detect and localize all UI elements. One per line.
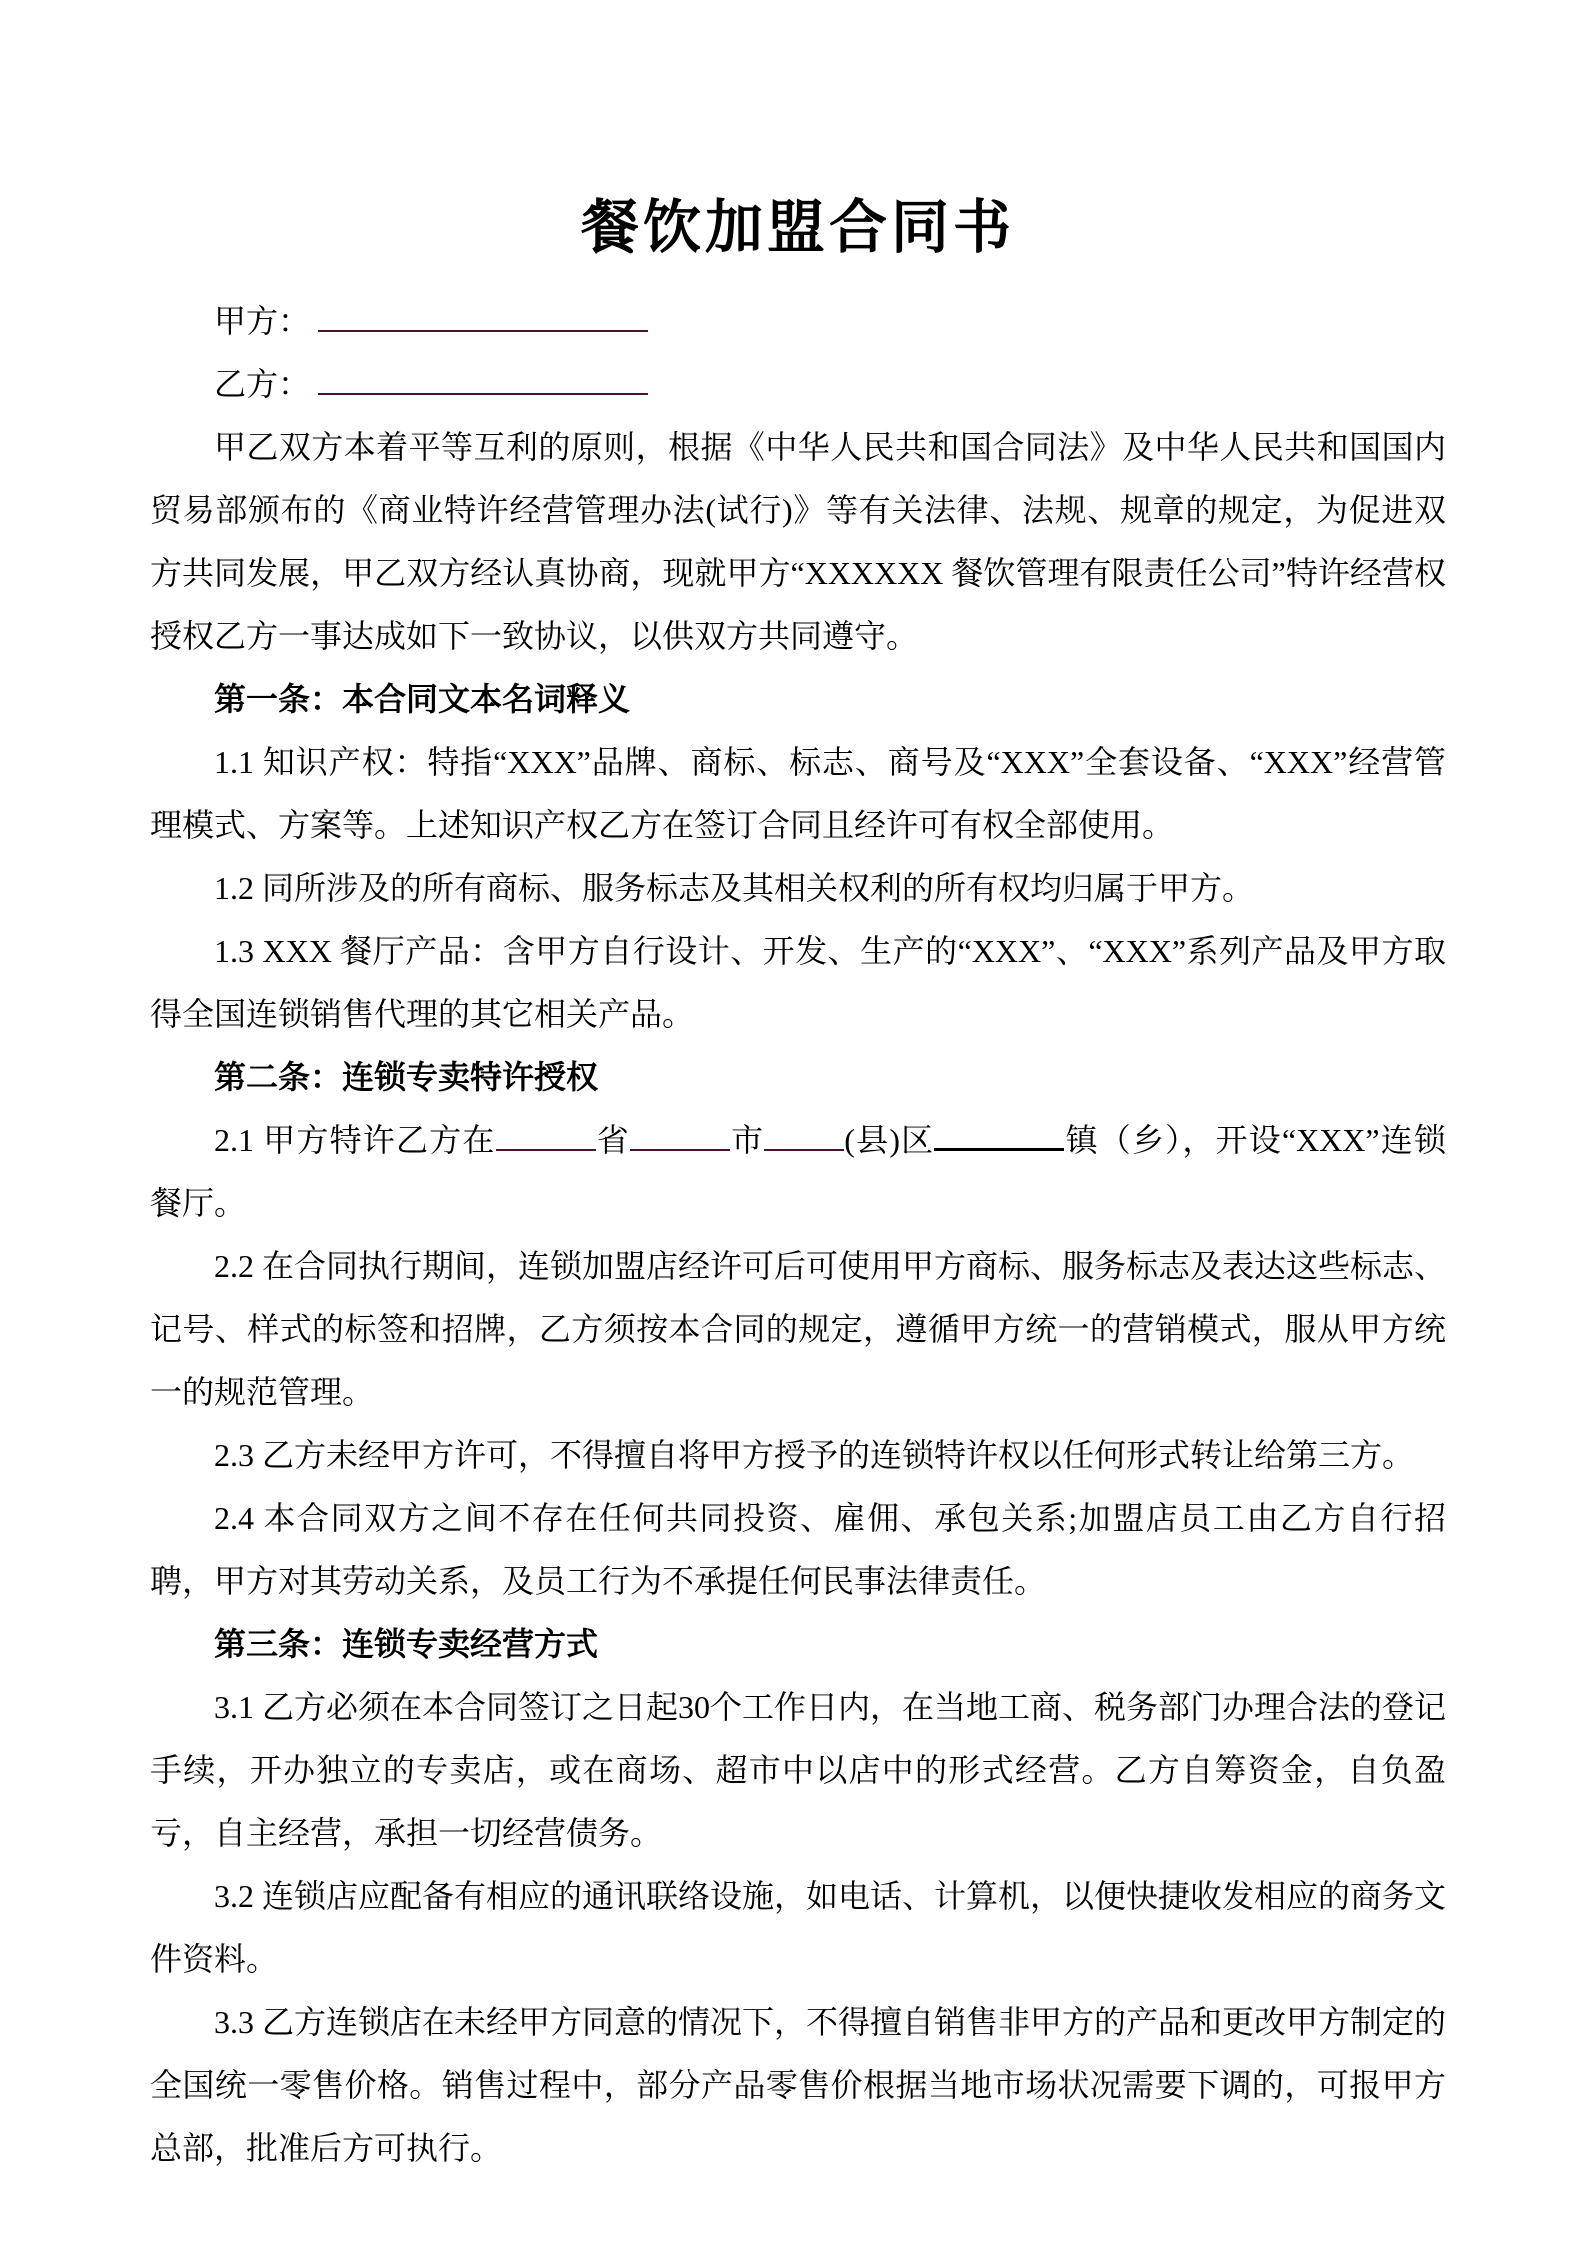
clause-3-3: 3.3 乙方连锁店在未经甲方同意的情况下，不得擅自销售非甲方的产品和更改甲方制定的全国统一零售价格。销售过程中，部分产品零售价根据当地市场状况需要下调的，可报甲方总部，批准后方可执行。 bbox=[150, 2004, 1447, 2166]
intro-paragraph: 甲乙双方本着平等互利的原则，根据《中华人民共和国合同法》及中华人民共和国国内贸易部颁布的《商业特许经营管理办法(试行)》等有关法律、法规、规章的规定，为促进双方共同发展，甲乙双方经认真协商，现就甲方“XXXXXX 餐饮管理有限责任公司”特许经营权授权乙方一事达成如下一致协议，以供双方共同遵守。 bbox=[150, 429, 1446, 654]
clause-1-1: 1.1 知识产权：特指“XXX”品牌、商标、标志、商号及“XXX”全套设备、“XXX”经营管理模式、方案等。上述知识产权乙方在签订合同且经许可有权全部使用。 bbox=[150, 744, 1446, 843]
clause-3-2: 3.2 连锁店应配备有相应的通讯联络设施，如电话、计算机，以便快捷收发相应的商务文件资料。 bbox=[150, 1878, 1447, 1977]
province-label: 省 bbox=[595, 1122, 630, 1158]
party-b-blank-line[interactable] bbox=[318, 363, 648, 395]
party-b-label: 乙方： bbox=[214, 366, 311, 402]
section-3-heading: 第三条：连锁专卖经营方式 bbox=[214, 1626, 599, 1662]
clause-2-2: 2.2 在合同执行期间，连锁加盟店经许可后可使用甲方商标、服务标志及表达这些标志、记号、样式的标签和招牌，乙方须按本合同的规定，遵循甲方统一的营销模式，服从甲方统一的规范管理。 bbox=[150, 1248, 1447, 1410]
document-title: 餐饮加盟合同书 bbox=[580, 195, 1015, 260]
province-blank-line[interactable] bbox=[496, 1119, 596, 1151]
clause-1-2: 1.2 同所涉及的所有商标、服务标志及其相关权利的所有权均归属于甲方。 bbox=[214, 870, 1255, 906]
city-blank-line[interactable] bbox=[630, 1119, 730, 1151]
clause-2-1 bbox=[150, 1109, 1446, 1235]
county-blank-line[interactable] bbox=[764, 1119, 844, 1151]
party-a-blank-line[interactable] bbox=[318, 300, 648, 332]
city-label: 市 bbox=[729, 1122, 765, 1158]
section-1-heading: 第一条：本合同文本名词释义 bbox=[214, 681, 631, 717]
clause-3-1: 3.1 乙方必须在本合同签订之日起30个工作日内，在当地工商、税务部门办理合法的登记手续，开办独立的专卖店，或在商场、超市中以店中的形式经营。乙方自筹资金，自负盈亏，自主经营，承担一切经营债务。 bbox=[150, 1689, 1447, 1851]
town-blank-line[interactable] bbox=[934, 1118, 1064, 1151]
county-label: (县)区 bbox=[844, 1122, 935, 1158]
clause-2-4: 2.4 本合同双方之间不存在任何共同投资、雇佣、承包关系;加盟店员工由乙方自行招聘，甲方对其劳动关系，及员工行为不承提任何民事法律责任。 bbox=[150, 1500, 1446, 1599]
clause-1-3: 1.3 XXX 餐厅产品：含甲方自行设计、开发、生产的“XXX”、“XXX”系列产品及甲方取得全国连锁销售代理的其它相关产品。 bbox=[150, 933, 1446, 1032]
party-b-line bbox=[150, 353, 1446, 416]
clause-2-1-suffix: 镇（乡），开设“XXX”连锁餐厅。 bbox=[150, 1122, 1446, 1221]
clause-2-3: 2.3 乙方未经甲方许可，不得擅自将甲方授予的连锁特许权以任何形式转让给第三方。 bbox=[214, 1437, 1415, 1473]
party-a-line bbox=[150, 290, 1446, 353]
party-a-label: 甲方： bbox=[214, 303, 311, 339]
clause-2-1-prefix: 2.1 甲方特许乙方在 bbox=[214, 1122, 496, 1158]
section-2-heading: 第二条：连锁专卖特许授权 bbox=[214, 1059, 599, 1095]
